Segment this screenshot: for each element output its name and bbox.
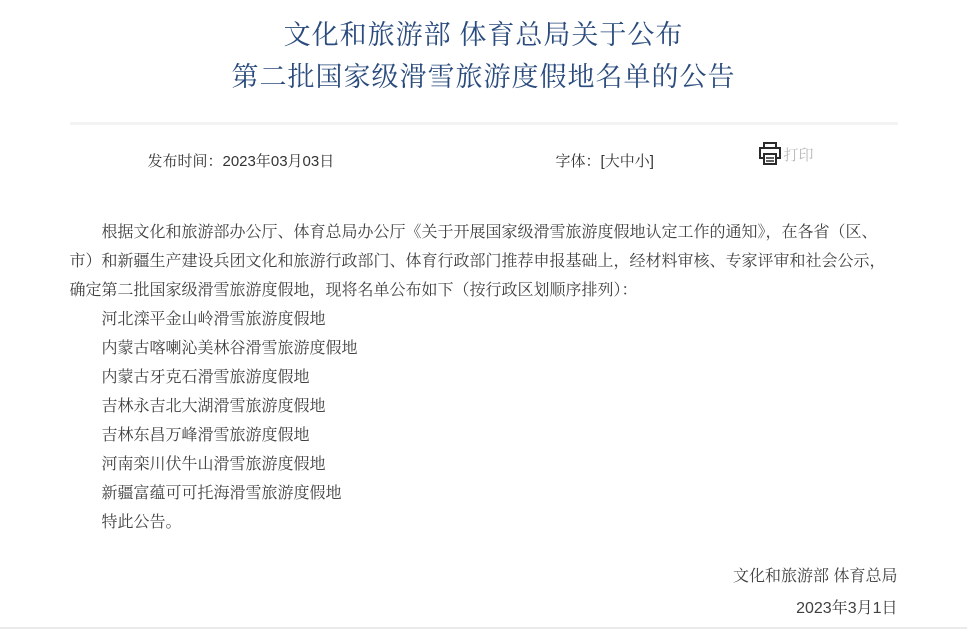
font-bracket-close: ] xyxy=(649,153,654,170)
print-label: 打印 xyxy=(783,146,814,164)
font-size-selector xyxy=(556,150,654,171)
resort-list-item: 内蒙古牙克石滑雪旅游度假地 xyxy=(101,369,310,386)
font-size-option-large[interactable]: 大 xyxy=(604,153,620,170)
meta-row xyxy=(70,125,898,190)
print-button[interactable] xyxy=(758,141,814,167)
resort-list-item: 吉林永吉北大湖滑雪旅游度假地 xyxy=(101,398,326,415)
resort-list-item: 吉林东昌万峰滑雪旅游度假地 xyxy=(101,427,310,444)
resort-list-item: 河北滦平金山岭滑雪旅游度假地 xyxy=(101,311,326,328)
printer-icon xyxy=(758,141,782,167)
page-bottom-divider xyxy=(0,627,967,629)
paragraph-line: 确定第二批国家级滑雪旅游度假地，现将名单公布如下（按行政区划顺序排列）： xyxy=(69,282,638,299)
publish-time-label: 发布时间：2023年03月03日 xyxy=(147,153,335,170)
resort-list-item: 新疆富蕴可可托海滑雪旅游度假地 xyxy=(101,485,342,502)
font-size-option-small[interactable]: 小 xyxy=(634,153,650,170)
announcement-page xyxy=(70,0,898,625)
signature-block xyxy=(70,561,898,625)
page-title xyxy=(70,14,898,98)
paragraph-line: 根据文化和旅游部办公厅、体育总局办公厅《关于开展国家级滑雪旅游度假地认定工作的通知》，在各省（区、 xyxy=(101,224,878,241)
signature-date: 2023年3月1日 xyxy=(796,600,898,617)
resort-list-item: 内蒙古喀喇沁美林谷滑雪旅游度假地 xyxy=(101,340,358,357)
font-size-label: 字体： xyxy=(555,153,601,170)
paragraph-line: 市）和新疆生产建设兵团文化和旅游行政部门、体育行政部门推荐申报基础上，经材料审核、专家评审和社会公示， xyxy=(69,253,886,270)
font-bracket-open: [ xyxy=(600,153,605,170)
page-title-line2: 第二批国家级滑雪旅游度假地名单的公告 xyxy=(231,62,736,92)
resort-list-item: 河南栾川伏牛山滑雪旅游度假地 xyxy=(101,456,326,473)
page-title-line1: 文化和旅游部 体育总局关于公布 xyxy=(283,20,684,50)
signature-issuer: 文化和旅游部 体育总局 xyxy=(733,568,898,585)
article-body xyxy=(70,218,898,537)
font-size-option-medium[interactable]: 中 xyxy=(619,153,635,170)
closing-statement: 特此公告。 xyxy=(101,514,182,531)
